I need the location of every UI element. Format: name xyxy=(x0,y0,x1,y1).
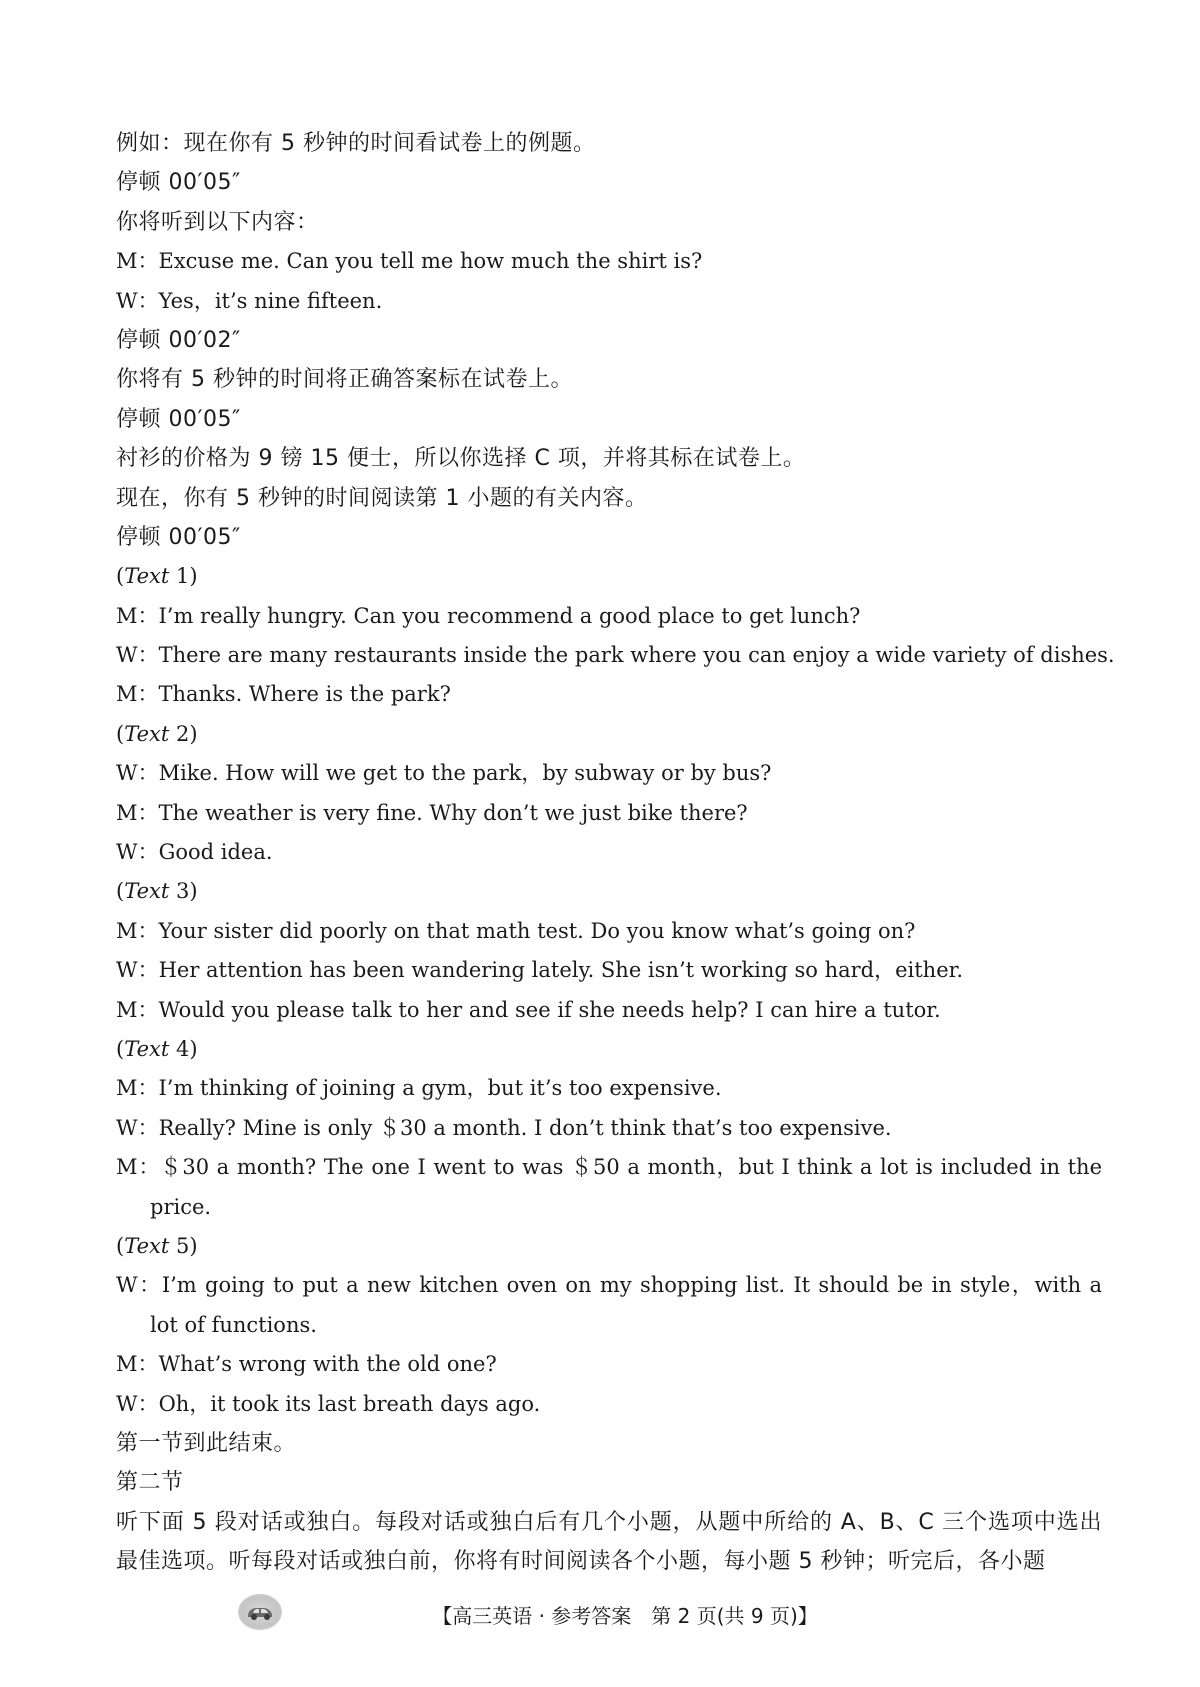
document-line: M：Thanks. Where is the park? xyxy=(116,682,451,707)
document-line: 现在，你有 5 秒钟的时间阅读第 1 小题的有关内容。 xyxy=(116,485,648,511)
document-line: M：Your sister did poorly on that math test. Do you know what’s going on? xyxy=(116,918,916,943)
text-label-number: 4 xyxy=(175,1036,190,1061)
document-line: 你将听到以下内容： xyxy=(116,209,319,235)
footer-page-info: 【高三英语 · 参考答案 第 2 页(共 9 页)】 xyxy=(432,1604,818,1628)
document-line: M：＄30 a month? The one I went to was ＄50 a month，but I think a lot is included in the price. xyxy=(116,1155,1102,1219)
document-line: M：Would you please talk to her and see if she needs help? I can hire a tutor. xyxy=(116,997,941,1022)
document-line: M：The weather is very fine. Why don’t we just bike there? xyxy=(116,800,748,825)
document-line: 停顿 00′02″ xyxy=(116,327,241,353)
document-line: W：Really? Mine is only ＄30 a month. I don’t think that’s too expensive. xyxy=(116,1115,892,1140)
text-label-number: 1 xyxy=(175,564,190,589)
document-line: W：There are many restaurants inside the park where you can enjoy a wide variety of dishes. xyxy=(116,643,1115,668)
text-section-label: (Text 2) xyxy=(116,721,198,746)
document-line: 第一节到此结束。 xyxy=(116,1430,297,1456)
document-line: 例如：现在你有 5 秒钟的时间看试卷上的例题。 xyxy=(116,131,596,156)
page-footer xyxy=(0,1594,1200,1634)
text-label-word: Text xyxy=(124,721,170,746)
text-section-label: (Text 5) xyxy=(116,1233,198,1258)
document-line: 第二节 xyxy=(116,1470,184,1496)
document-line: M：I’m thinking of joining a gym，but it’s too expensive. xyxy=(116,1076,722,1101)
text-section-label: (Text 1) xyxy=(116,564,198,589)
document-line: M：I’m really hungry. Can you recommend a good place to get lunch? xyxy=(116,603,861,628)
text-label-word: Text xyxy=(124,564,170,589)
text-label-number: 5 xyxy=(175,1233,190,1258)
document-line: 停顿 00′05″ xyxy=(116,406,241,432)
text-label-word: Text xyxy=(124,1036,170,1061)
document-line: 衬衫的价格为 9 镑 15 便士，所以你选择 C 项，并将其标在试卷上。 xyxy=(116,446,806,472)
document-body xyxy=(116,124,1115,1582)
text-label-word: Text xyxy=(124,879,170,904)
document-line: W：Good idea. xyxy=(116,840,273,865)
document-line: W：Mike. How will we get to the park，by subway or by bus? xyxy=(116,761,772,786)
document-line: M：Excuse me. Can you tell me how much the shirt is? xyxy=(116,249,703,274)
document-line: W：Her attention has been wandering lately. She isn’t working so hard，either. xyxy=(116,958,964,983)
document-line: 停顿 00′05″ xyxy=(116,170,241,196)
document-line: W：Yes，it’s nine fifteen. xyxy=(116,288,383,313)
document-line: W：Oh，it took its last breath days ago. xyxy=(116,1391,541,1416)
text-section-label: (Text 4) xyxy=(116,1036,198,1061)
text-label-number: 3 xyxy=(175,879,190,904)
document-line: W：I’m going to put a new kitchen oven on my shopping list. It should be in style，with a lot of functions. xyxy=(116,1273,1102,1337)
text-label-word: Text xyxy=(124,1233,170,1258)
document-line: M：What’s wrong with the old one? xyxy=(116,1352,497,1377)
document-line: 听下面 5 段对话或独白。每段对话或独白后有几个小题，从题中所给的 A、B、C 三个选项中选出最佳选项。听每段对话或独白前，你将有时间阅读各个小题，每小题 5 秒钟；听完后，各小题 xyxy=(116,1509,1102,1575)
text-section-label: (Text 3) xyxy=(116,879,198,904)
document-line: 停顿 00′05″ xyxy=(116,524,241,550)
document-line: 你将有 5 秒钟的时间将正确答案标在试卷上。 xyxy=(116,367,573,393)
text-label-number: 2 xyxy=(175,721,190,746)
